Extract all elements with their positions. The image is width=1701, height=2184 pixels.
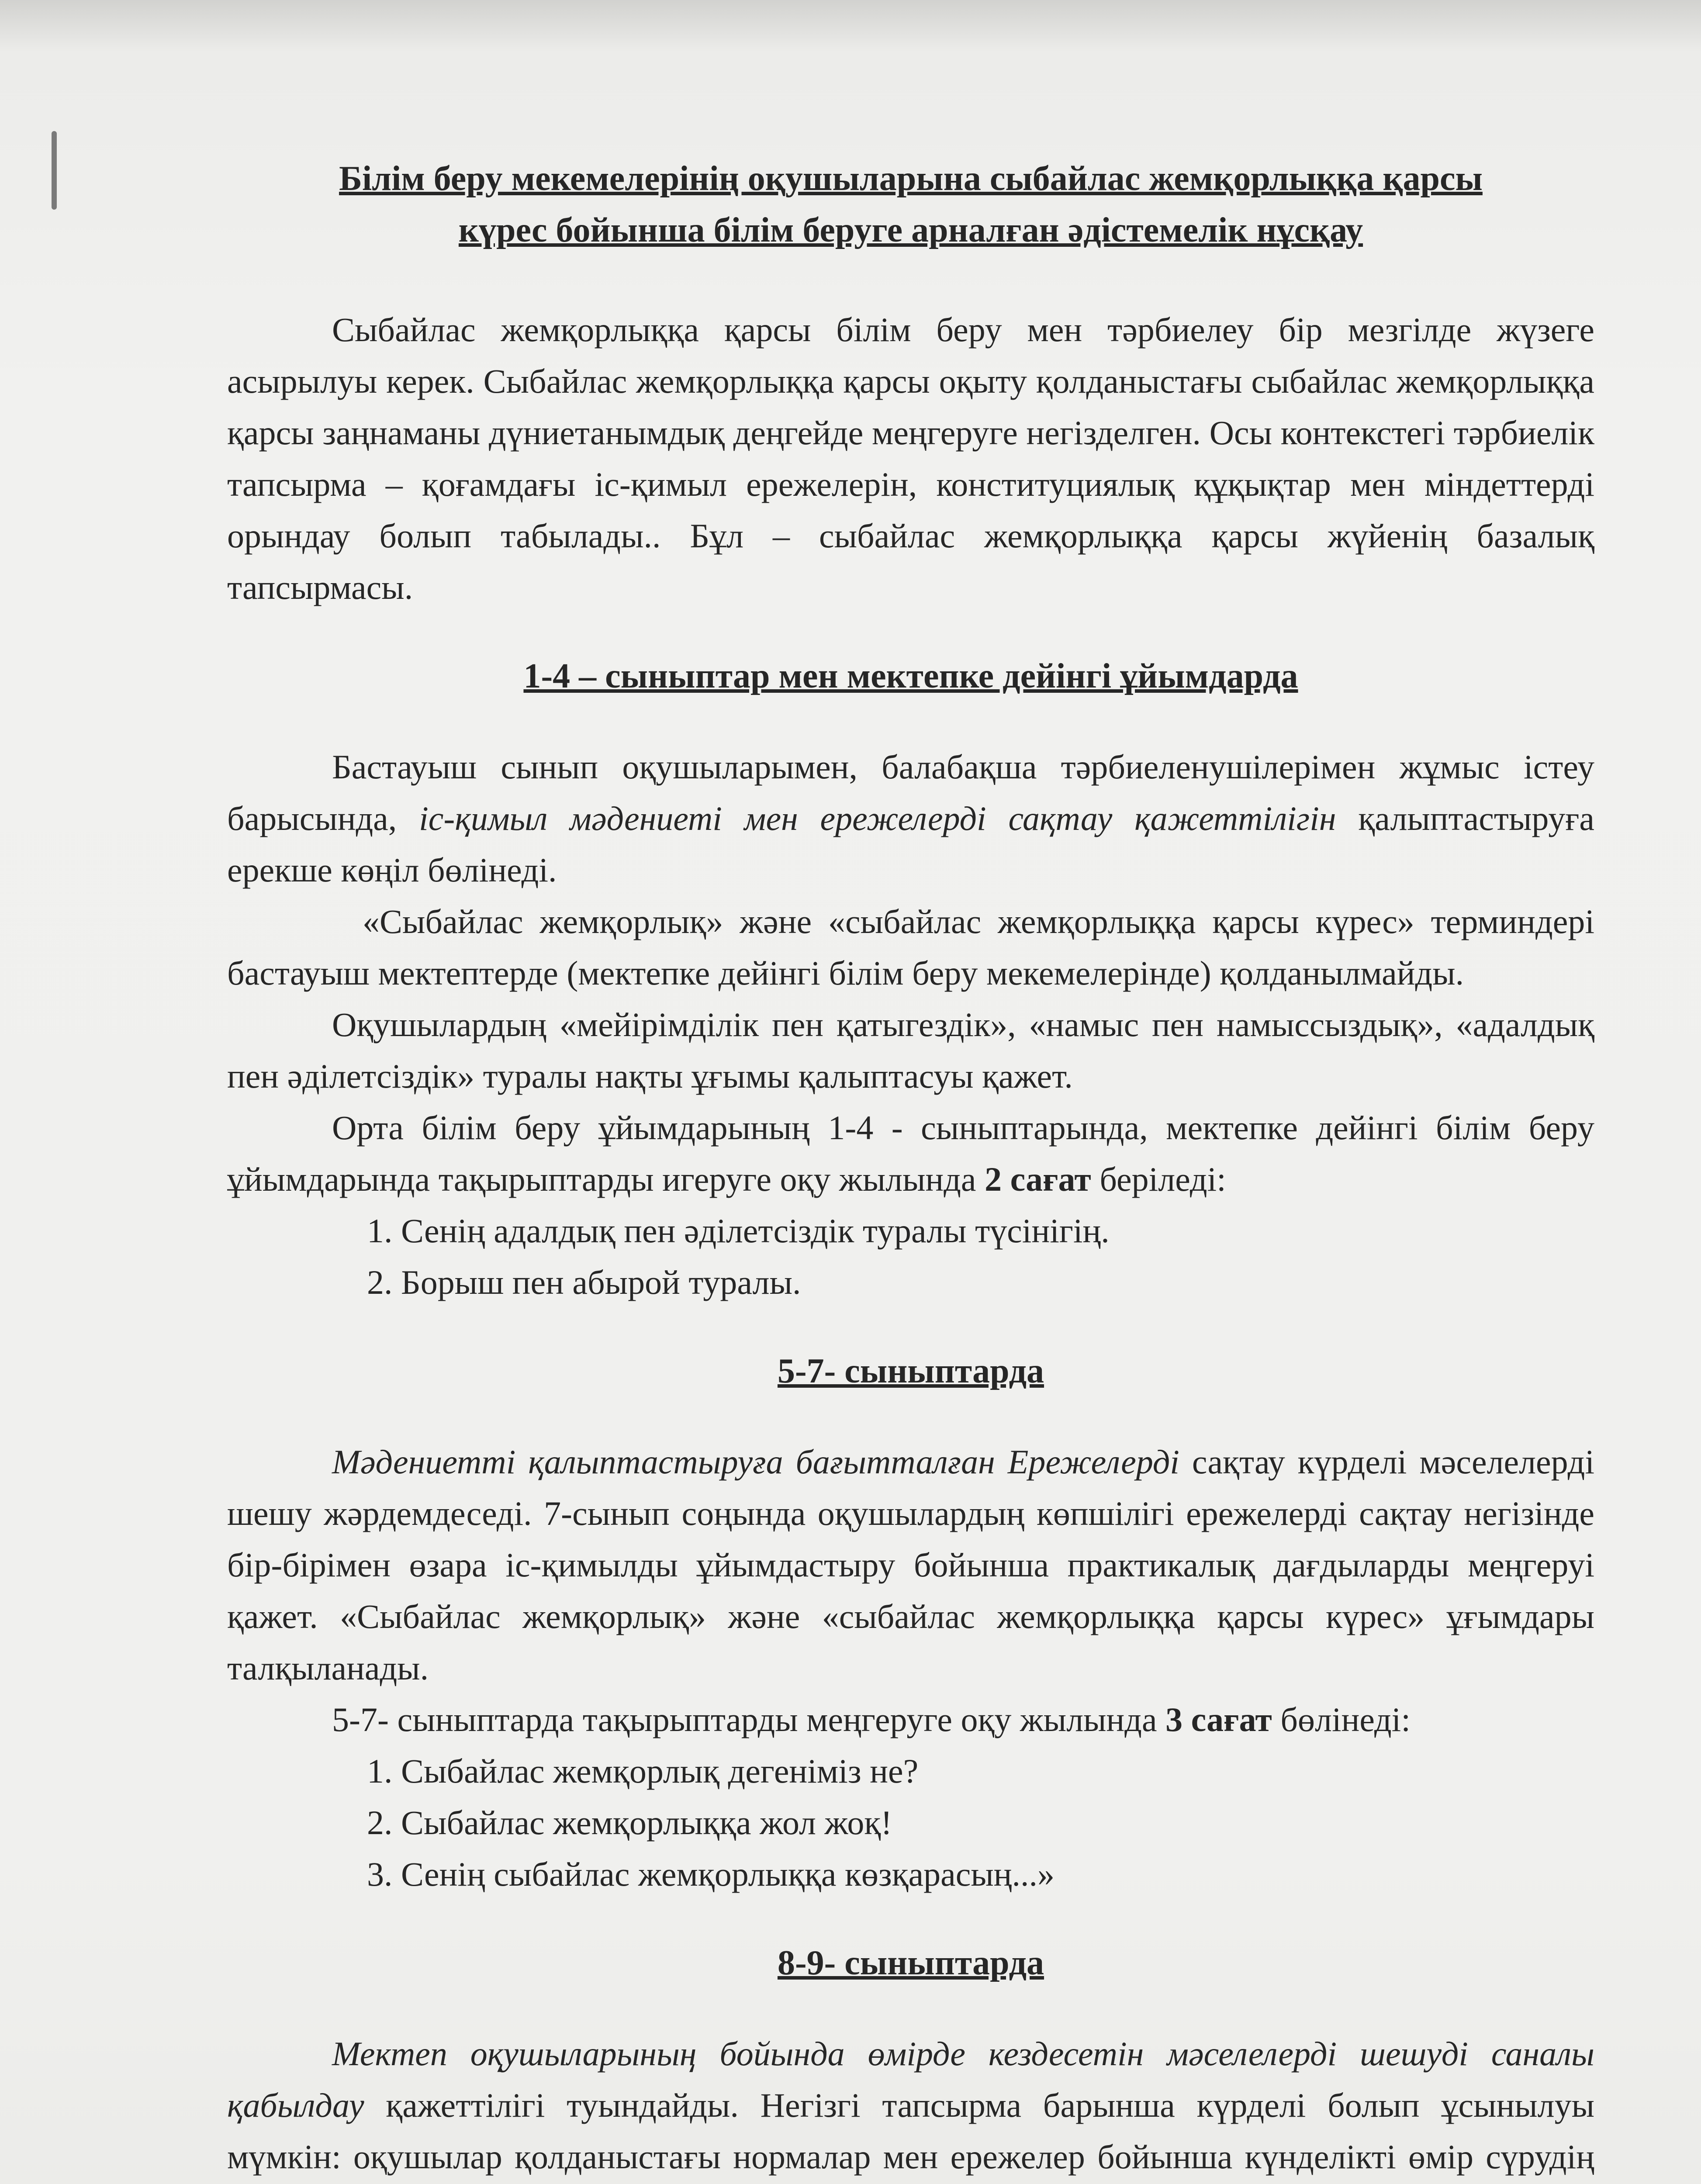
s2-paragraph-1 [227, 1436, 1594, 1694]
intro-paragraph: Сыбайлас жемқорлыққа қарсы білім беру мен тәрбиелеу бір мезгілде жүзеге асырылуы керек. Сыбайлас жемқорлыққа қарсы оқыту қолданыстағы сыбайлас жемқорлыққа қарсы заңнаманы дүниетанымдық деңгейде меңгеруге негізделген. Осы контекстегі тәрбиелік тапсырма – қоғамдағы іс-қимыл ережелерін, конституциялық құқықтар мен міндеттерді орындау болып табылады.. Бұл – сыбайлас жемқорлыққа қарсы жүйенің базалық тапсырмасы. [227, 311, 1594, 606]
list-item: 3. Сенің сыбайлас жемқорлыққа көзқарасың...» [367, 1855, 1055, 1893]
s2-topic-list [227, 1745, 1594, 1900]
s2-p2-text-a: 5-7- сыныптарда тақырыптарды меңгеруге оқу жылында [332, 1700, 1166, 1738]
s1-paragraph-4 [227, 1102, 1594, 1205]
s3-paragraph-1 [227, 2028, 1594, 2184]
s1-p4-bold: 2 сағат [985, 1160, 1091, 1198]
s2-p1-italic: Мәдениетті қалыптастыруға бағытталған Ережелерді [332, 1443, 1179, 1481]
list-item: 2. Сыбайлас жемқорлыққа жол жоқ! [367, 1804, 892, 1842]
list-item: 1. Сенің адалдық пен әділетсіздік туралы түсінігің. [367, 1212, 1110, 1250]
document-title [227, 153, 1594, 256]
section-heading-8-9: 8-9- сыныптарда [777, 1944, 1044, 1982]
margin-mark [52, 131, 57, 210]
s1-p1-text-a: Бастауыш сынып оқушыларымен, балабақша тәрбиеленушілерімен жұмыс істеу барысында, [227, 748, 1594, 837]
list-item: 2. Борыш пен абырой туралы. [367, 1263, 801, 1301]
s2-p1-text-b: сақтау күрделі мәселелерді шешу жәрдемдеседі. 7-сынып соңында оқушылардың көпшілігі ережелерді сақтау негізінде бір-бірімен өзара іс-қимылды ұйымдастыру бойынша практикалық дағдыларды меңгеруі қажет. «Сыбайлас жемқорлық» және «сыбайлас жемқорлыққа қарсы күрес» ұғымдары талқыланады. [227, 1443, 1594, 1687]
s2-p2-text-b: бөлінеді: [1272, 1700, 1411, 1738]
list-item: 1. Сыбайлас жемқорлық дегеніміз не? [367, 1752, 919, 1790]
s2-paragraph-2 [227, 1694, 1594, 1745]
document-body [227, 153, 1594, 2184]
s2-p2-bold: 3 сағат [1165, 1700, 1272, 1738]
title-line-1: Білім беру мекемелерінің оқушыларына сыбайлас жемқорлыққа қарсы [339, 159, 1483, 198]
s3-p1-italic: Мектеп оқушыларының бойында өмірде кездесетін мәселелерді шешуді саналы қабылдау [227, 2035, 1594, 2124]
s1-p4-text-b: беріледі: [1091, 1160, 1226, 1198]
s1-p1-text-b: қалыптастыруға ерекше көңіл бөлінеді. [227, 799, 1594, 889]
s1-paragraph-1 [227, 741, 1594, 896]
s3-p1-text-b: қажеттілігі туындайды. Негізгі тапсырма барынша күрделі болып ұсынылуы мүмкін: оқушылар қолданыстағы нормалар мен ережелер бойынша күнделікті өмір сүрудің [227, 2086, 1594, 2176]
s1-p1-italic: іс-қимыл мәдениеті мен ережелерді сақтау қажеттілігін [419, 799, 1336, 837]
section-heading-5-7: 5-7- сыныптарда [777, 1352, 1044, 1390]
s1-topic-list [227, 1205, 1594, 1308]
title-line-2: күрес бойынша білім беруге арналған әдістемелік нұсқау [458, 211, 1363, 249]
s1-p4-text-a: Орта білім беру ұйымдарының 1-4 - сыныптарында, мектепке дейінгі білім беру ұйымдарында тақырыптарды игеруге оқу жылында [227, 1109, 1594, 1198]
section-heading-1-4: 1-4 – сыныптар мен мектепке дейінгі ұйымдарда [523, 657, 1298, 695]
s1-paragraph-2: «Сыбайлас жемқорлық» және «сыбайлас жемқорлыққа қарсы күрес» терминдері бастауыш мектептерде (мектепке дейінгі білім беру мекемелерінде) қолданылмайды. [227, 902, 1594, 992]
s1-paragraph-3: Оқушылардың «мейірімділік пен қатыгездік», «намыс пен намыссыздық», «адалдық пен әділетсіздік» туралы нақты ұғымы қалыптасуы қажет. [227, 1006, 1594, 1095]
